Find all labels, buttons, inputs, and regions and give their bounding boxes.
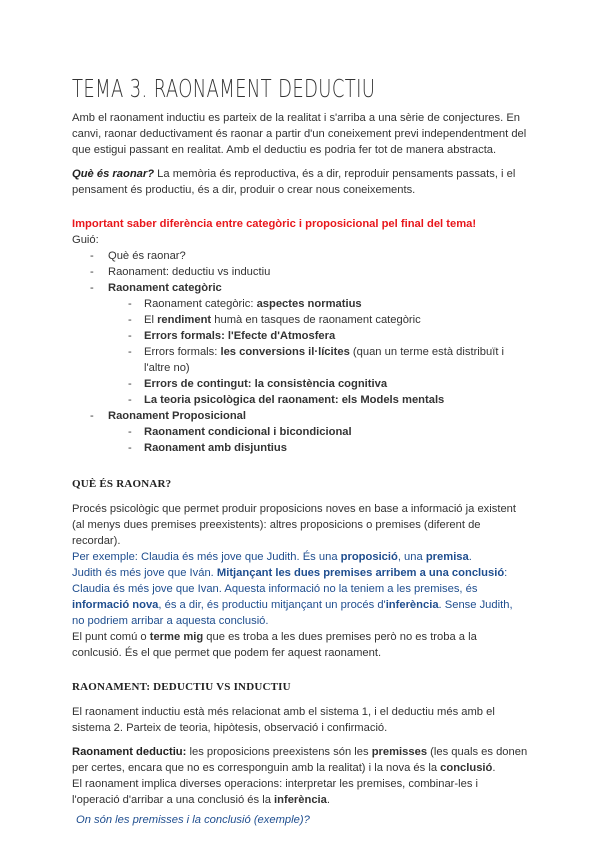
operacions-paragraph (72, 776, 528, 808)
outline-list (72, 248, 528, 456)
section-heading-deductiu-inductiu: RAONAMENT: DEDUCTIU VS INDUCTIU (72, 681, 291, 693)
subitem-bold: Raonament condicional i bicondicional (144, 426, 352, 438)
outline-subitem (72, 296, 528, 312)
document-page (72, 74, 528, 828)
outline-item: - Què és raonar? (72, 248, 528, 264)
example-text: . Sense Judith, no podriem arribar a aquesta conclusió. (72, 599, 513, 627)
example-bold: informació nova (72, 599, 159, 611)
example-question: On són les premisses i la conclusió (exemple)? (76, 814, 310, 826)
que-es-lead: Què és raonar? (72, 168, 155, 180)
example-text: . (468, 551, 472, 563)
outline-subitem (72, 376, 528, 392)
example-text: , és a dir, és productiu mitjançant un procés d' (158, 599, 386, 611)
categoric-sublist (108, 296, 528, 408)
outline-item: - Raonament: deductiu vs inductiu (72, 264, 528, 280)
intro-paragraph: Amb el raonament inductiu es parteix de la realitat i s'arriba a una sèrie de conjectures. En canvi, raonar deductivament és raonar a partir d'un coneixement previ independentment del que estigui passant en realitat. Amb el deductiu es podria fer tot de manera abstracta. (72, 112, 527, 156)
example-text: Per exemple: Claudia és més jove que Judith. És una (72, 551, 341, 563)
subitem-text: (quan un terme està distribuït i l'altre no) (144, 346, 505, 374)
paragraph-text: (les quals es donen per certes, encara que no es corresponguin amb la realitat) i la nova és la (72, 746, 528, 774)
paragraph-bold: Raonament deductiu: (72, 746, 187, 758)
outline-item-label: Raonament Proposicional (108, 410, 247, 422)
outline-subitem (72, 344, 528, 376)
example-text: Judith és més jove que Iván. (72, 567, 217, 579)
example-bold: Mitjançant les dues premises arribem a una conclusió (216, 567, 505, 579)
outline-subitem (72, 312, 528, 328)
subitem-text: El (144, 314, 158, 326)
paragraph-text: . (492, 762, 496, 774)
example-bold: premisa (425, 551, 469, 563)
paragraph-text: que es troba a les dues premises però no es troba a la conlcusió. És el que permet que podem fer aquest raonament. (72, 631, 477, 659)
important-note: Important saber diferència entre categòric i proposicional pel final del tema! (72, 218, 477, 230)
paragraph-bold: inferència (274, 794, 327, 806)
outline-item-label: Raonament categòric (108, 282, 222, 294)
proposicional-sublist (108, 424, 528, 456)
outline-subitem (72, 392, 528, 408)
subitem-text: Errors formals: (144, 346, 221, 358)
que-es-text: La memòria és reproductiva, és a dir, reproduir pensaments passats, i el pensament és productiu, és a dir, produir o crear nous coneixements. (72, 168, 516, 196)
paragraph-text: . (326, 794, 330, 806)
subitem-text: humà en tasques de raonament categòric (211, 314, 421, 326)
section1-paragraph: Procés psicològic que permet produir proposicions noves en base a informació ja existent (al menys dues premises preexistents): altres proposicions o premises (diferent de recordar). (72, 503, 517, 547)
outline-subitem (72, 424, 528, 440)
deductiu-paragraph (72, 744, 528, 776)
que-es-paragraph (72, 166, 528, 198)
paragraph-bold: conclusió (440, 762, 493, 774)
section2-paragraph: El raonament inductiu està més relacionat amb el sistema 1, i el deductiu més amb el sistema 2. Parteix de teoria, hipòtesis, observació i confirmació. (72, 706, 495, 734)
paragraph-text: El punt comú o (72, 631, 150, 643)
outline-subitem (72, 328, 528, 344)
subitem-bold: Raonament amb disjuntius (144, 442, 287, 454)
paragraph-bold: terme mig (149, 631, 204, 643)
terme-mig-paragraph (72, 629, 528, 661)
subitem-bold: La teoria psicològica del raonament: els Models mentals (144, 394, 445, 406)
outline-subitem (72, 440, 528, 456)
example-text: : Claudia és més jove que Ivan. Aquesta informació no la teniem a les premises, és (72, 567, 508, 595)
paragraph-bold: premisses (371, 746, 428, 758)
subitem-bold: Errors de contingut: la consistència cognitiva (144, 378, 388, 390)
subitem-bold: Errors formals: l'Efecte d'Atmosfera (144, 330, 336, 342)
subitem-bold: rendiment (157, 314, 212, 326)
subitem-bold: les conversions il·lícites (220, 346, 350, 358)
page-title: TEMA 3. RAONAMENT DEDUCTIU (72, 74, 376, 103)
example-bold: inferència (385, 599, 439, 611)
example-paragraph (72, 565, 528, 629)
paragraph-text: les proposicions preexistens són les (186, 746, 372, 758)
outline-item (72, 280, 528, 408)
example-bold: proposició (340, 551, 398, 563)
outline-item (72, 408, 528, 456)
paragraph-text: El raonament implica diverses operacions: interpretar les premises, combinar-les i l'operació d'arribar a una conclusió és la (72, 778, 479, 806)
example-line (72, 549, 528, 565)
example-text: , una (397, 551, 426, 563)
section-heading-que-es: QUÈ ÉS RAONAR? (72, 478, 172, 490)
guio-label: Guió: (72, 234, 99, 246)
subitem-bold: aspectes normatius (256, 298, 362, 310)
subitem-text: Raonament categòric: (144, 298, 257, 310)
